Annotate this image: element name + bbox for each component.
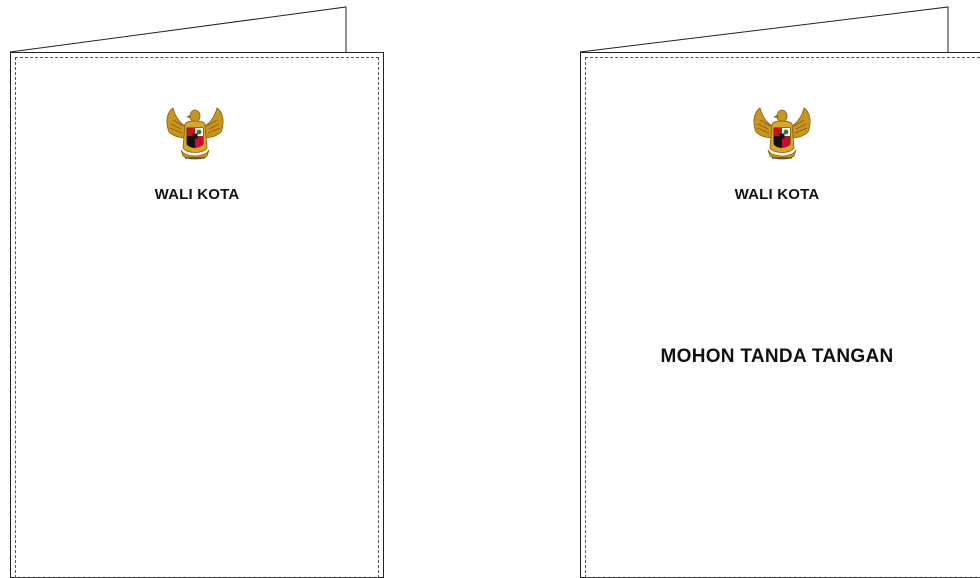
folder-heading: WALI KOTA [734, 186, 820, 203]
folder-right [570, 0, 980, 578]
garuda-emblem-icon [750, 102, 814, 166]
folder-subject: MOHON TANDA TANGAN [660, 346, 894, 367]
folder-back-flap [570, 0, 980, 60]
garuda-emblem-icon [163, 102, 227, 166]
folder-back-flap [0, 0, 400, 60]
folder-heading: WALI KOTA [154, 186, 240, 203]
folder-left [0, 0, 400, 578]
